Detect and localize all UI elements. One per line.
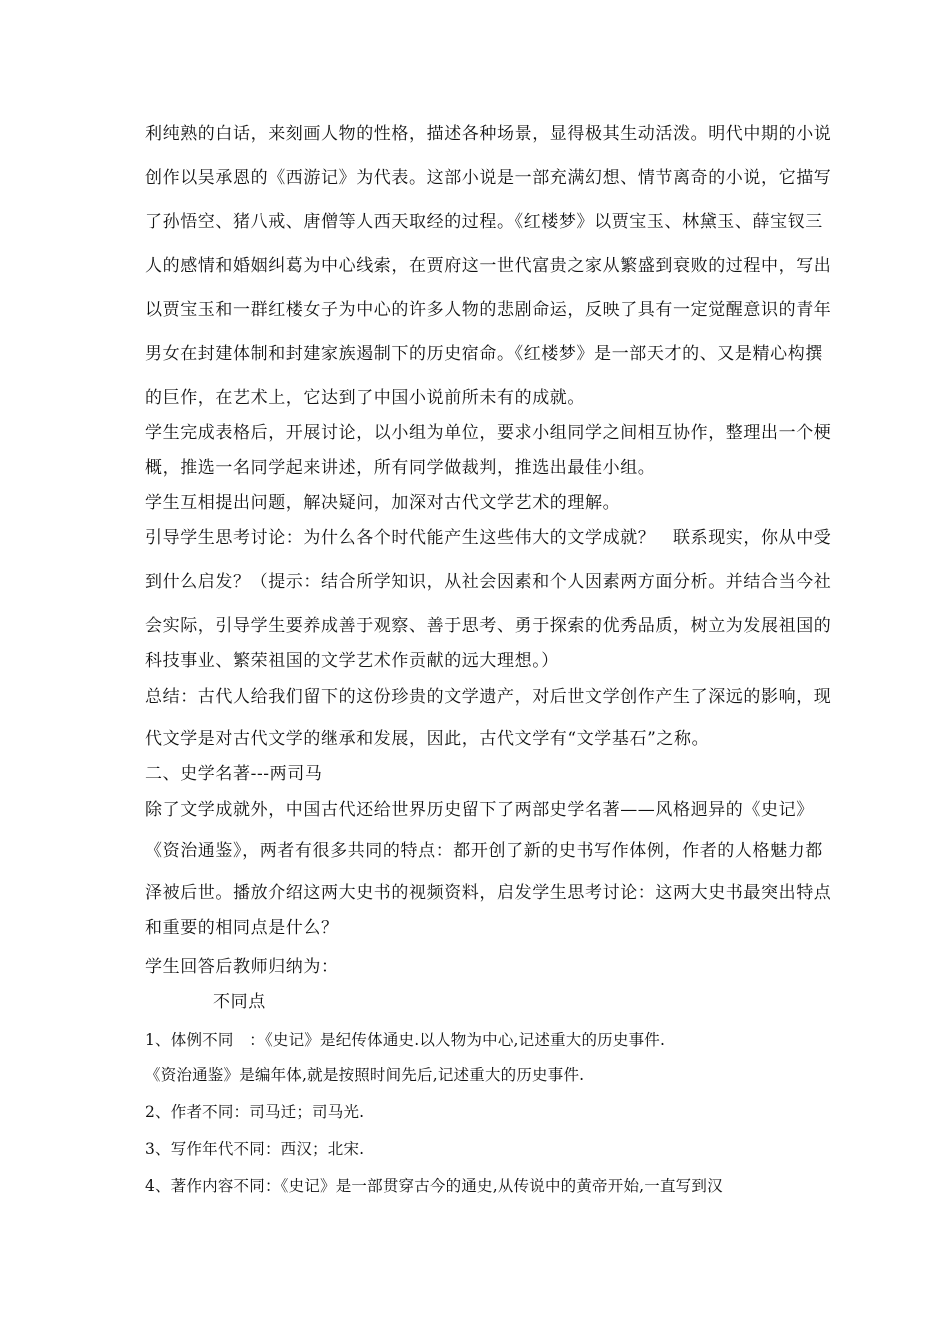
paragraph-line: 《资治通鉴》，两者有很多共同的特点：都开创了新的史书写作体例，作者的人格魅力都 bbox=[145, 841, 823, 861]
paragraph-line: 引导学生思考讨论：为什么各个时代能产生这些伟大的文学成就？ 联系现实，你从中受 bbox=[145, 528, 832, 548]
paragraph-line: 学生回答后教师归纳为： bbox=[145, 957, 339, 977]
paragraph-line: 学生互相提出问题，解决疑问，加深对古代文学艺术的理解。 bbox=[145, 493, 621, 513]
paragraph-line: 以贾宝玉和一群红楼女子为中心的许多人物的悲剧命运，反映了具有一定觉醒意识的青年 bbox=[145, 300, 832, 320]
list-item: 4、著作内容不同：《史记》是一部贯穿古今的通史,从传说中的黄帝开始,一直写到汉 bbox=[145, 1177, 723, 1195]
list-item: 3、写作年代不同：西汉；北宋. bbox=[145, 1140, 365, 1158]
paragraph-line: 泽被后世。播放介绍这两大史书的视频资料，启发学生思考讨论：这两大史书最突出特点 bbox=[145, 883, 832, 903]
paragraph-line: 除了文学成就外，中国古代还给世界历史留下了两部史学名著——风格迥异的《史记》 bbox=[145, 800, 814, 820]
section-heading: 二、史学名著---两司马 bbox=[145, 764, 323, 784]
paragraph-line: 代文学是对古代文学的继承和发展，因此，古代文学有“文学基石”之称。 bbox=[145, 729, 710, 749]
list-item: 《资治通鉴》是编年体,就是按照时间先后,记述重大的历史事件. bbox=[145, 1066, 585, 1084]
paragraph-line: 创作以吴承恩的《西游记》为代表。这部小说是一部充满幻想、情节离奇的小说，它描写 bbox=[145, 168, 832, 188]
paragraph-line: 概，推选一名同学起来讲述，所有同学做裁判，推选出最佳小组。 bbox=[145, 458, 656, 478]
paragraph-line: 科技事业、繁荣祖国的文学艺术作贡献的远大理想。） bbox=[145, 651, 559, 671]
paragraph-line: 学生完成表格后，开展讨论，以小组为单位，要求小组同学之间相互协作，整理出一个梗 bbox=[145, 423, 832, 443]
paragraph-line: 男女在封建体制和封建家族遏制下的历史宿命。《红楼梦》是一部天才的、又是精心构撰 bbox=[145, 344, 823, 364]
paragraph-line: 了孙悟空、猪八戒、唐僧等人西天取经的过程。《红楼梦》以贾宝玉、林黛玉、薛宝钗三 bbox=[145, 212, 823, 232]
list-item: 2、作者不同：司马迁；司马光. bbox=[145, 1103, 365, 1121]
paragraph-line: 人的感情和婚姻纠葛为中心线索，在贾府这一世代富贵之家从繁盛到衰败的过程中，写出 bbox=[145, 256, 832, 276]
paragraph-line: 的巨作，在艺术上，它达到了中国小说前所未有的成就。 bbox=[145, 388, 585, 408]
paragraph-line: 会实际，引导学生要养成善于观察、善于思考、勇于探索的优秀品质，树立为发展祖国的 bbox=[145, 616, 832, 636]
paragraph-line: 总结：古代人给我们留下的这份珍贵的文学遗产，对后世文学创作产生了深远的影响，现 bbox=[145, 687, 832, 707]
paragraph-line: 和重要的相同点是什么？ bbox=[145, 918, 339, 938]
subheading: 不同点 bbox=[213, 992, 266, 1012]
paragraph-line: 到什么启发？（提示：结合所学知识，从社会因素和个人因素两方面分析。并结合当今社 bbox=[145, 572, 832, 592]
paragraph-line: 利纯熟的白话，来刻画人物的性格，描述各种场景，显得极其生动活泼。明代中期的小说 bbox=[145, 124, 832, 144]
list-item: 1、体例不同 ：《史记》是纪传体通史.以人物为中心,记述重大的历史事件. bbox=[145, 1031, 666, 1049]
